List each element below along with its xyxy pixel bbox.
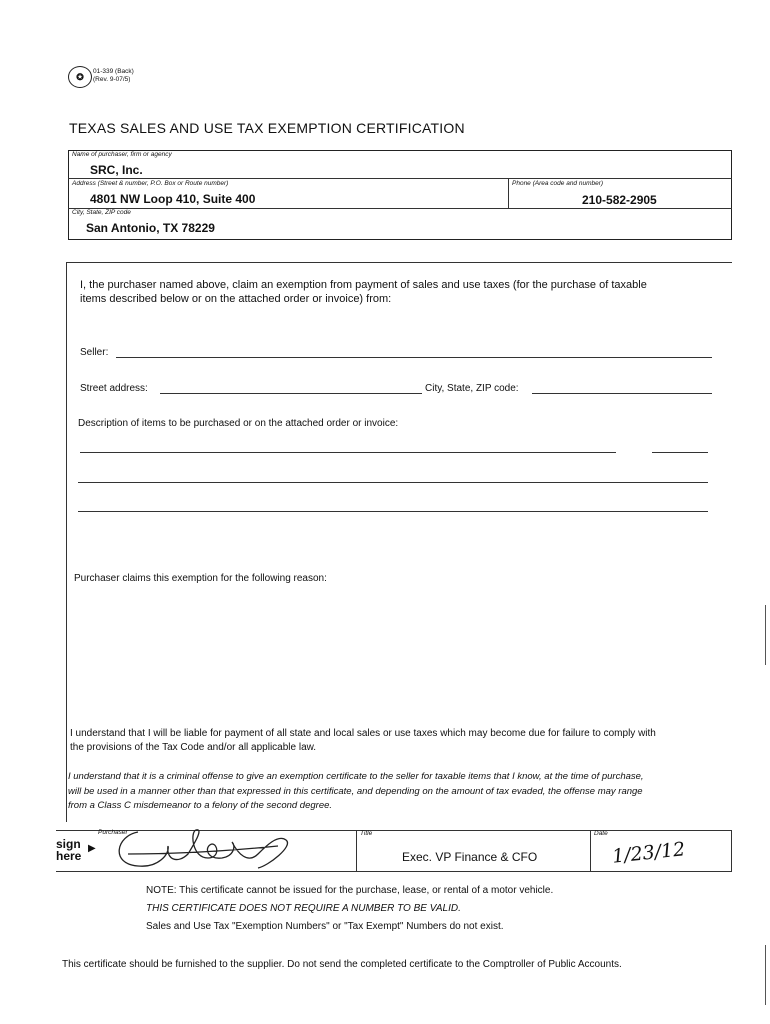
page-title: TEXAS SALES AND USE TAX EXEMPTION CERTIFICATION: [69, 120, 465, 136]
seller-field[interactable]: [116, 357, 712, 358]
liability-text-line-2: the provisions of the Tax Code and/or all applicable law.: [70, 742, 317, 753]
note-number-not-required: THIS CERTIFICATE DOES NOT REQUIRE A NUMBER TO BE VALID.: [146, 903, 461, 914]
footer-instruction: This certificate should be furnished to the supplier. Do not send the completed certificate to the Comptroller of Public Accounts.: [62, 959, 622, 970]
description-line-2[interactable]: [78, 482, 708, 483]
liability-text-line-1: I understand that I will be liable for payment of all state and local sales or use taxes which may become due for failure to comply with: [70, 728, 656, 739]
reason-field[interactable]: [74, 590, 708, 710]
claim-text-line-2: items described below or on the attached order or invoice) from:: [80, 293, 392, 305]
claim-text-line-1: I, the purchaser named above, claim an exemption from payment of sales and use taxes (for the purchase of taxable: [80, 279, 647, 291]
signer-title[interactable]: Exec. VP Finance & CFO: [402, 850, 538, 864]
divider: [590, 830, 591, 872]
criminal-offense-text-line-3: from a Class C misdemeanor to a felony of the second degree.: [68, 800, 333, 811]
seller-city-field[interactable]: [532, 393, 712, 394]
note-motor-vehicle: NOTE: This certificate cannot be issued for the purchase, lease, or rental of a motor vehicle.: [146, 885, 554, 896]
arrow-right-icon: ▶: [88, 843, 96, 854]
date-label: Date: [594, 830, 608, 837]
purchaser-city[interactable]: San Antonio, TX 78229: [86, 221, 215, 235]
criminal-offense-text-line-2: will be used in a manner other than that expressed in this certificate, and depending on the amount of tax evaded, the offense may range: [68, 786, 643, 797]
form-revision: (Rev. 9-07/5): [93, 76, 131, 83]
signature-date[interactable]: 1/23/12: [611, 838, 687, 868]
scan-mark: [765, 605, 766, 665]
divider: [68, 178, 732, 179]
sign-here-label: [56, 838, 92, 862]
street-address-field[interactable]: [160, 393, 422, 394]
purchaser-signature-icon[interactable]: [108, 824, 318, 874]
seller-label: Seller:: [80, 347, 109, 358]
phone-label: Phone (Area code and number): [512, 180, 604, 187]
comptroller-seal-icon: ✪: [68, 66, 92, 88]
purchaser-phone[interactable]: 210-582-2905: [582, 193, 657, 207]
scan-mark: [765, 945, 766, 1005]
form-number-block: [93, 68, 134, 84]
divider: [68, 208, 732, 209]
note-exemption-numbers: Sales and Use Tax "Exemption Numbers" or "Tax Exempt" Numbers do not exist.: [146, 921, 504, 932]
purchaser-signature-label: Purchaser: [98, 829, 128, 836]
form-number: 01-339 (Back): [93, 68, 134, 75]
description-label: Description of items to be purchased or on the attached order or invoice:: [78, 418, 399, 429]
description-line-1b[interactable]: [652, 452, 708, 453]
sign-here-text: sign here: [56, 837, 82, 863]
city-label: City, State, ZIP code: [72, 209, 131, 216]
purchaser-name-label: Name of purchaser, firm or agency: [72, 151, 172, 158]
reason-label: Purchaser claims this exemption for the following reason:: [74, 573, 327, 584]
title-label: Title: [360, 830, 373, 837]
criminal-offense-text-line-1: I understand that it is a criminal offense to give an exemption certificate to the seller for taxable items that I know, at the time of purchase,: [68, 771, 644, 782]
description-line-1[interactable]: [80, 452, 616, 453]
description-line-3[interactable]: [78, 511, 708, 512]
divider: [356, 830, 357, 872]
purchaser-name[interactable]: SRC, Inc.: [90, 163, 143, 177]
street-address-label: Street address:: [80, 383, 148, 394]
divider: [508, 178, 509, 208]
city-state-zip-label: City, State, ZIP code:: [425, 383, 519, 394]
address-label: Address (Street & number, P.O. Box or Route number): [72, 180, 229, 187]
purchaser-address[interactable]: 4801 NW Loop 410, Suite 400: [90, 192, 256, 206]
